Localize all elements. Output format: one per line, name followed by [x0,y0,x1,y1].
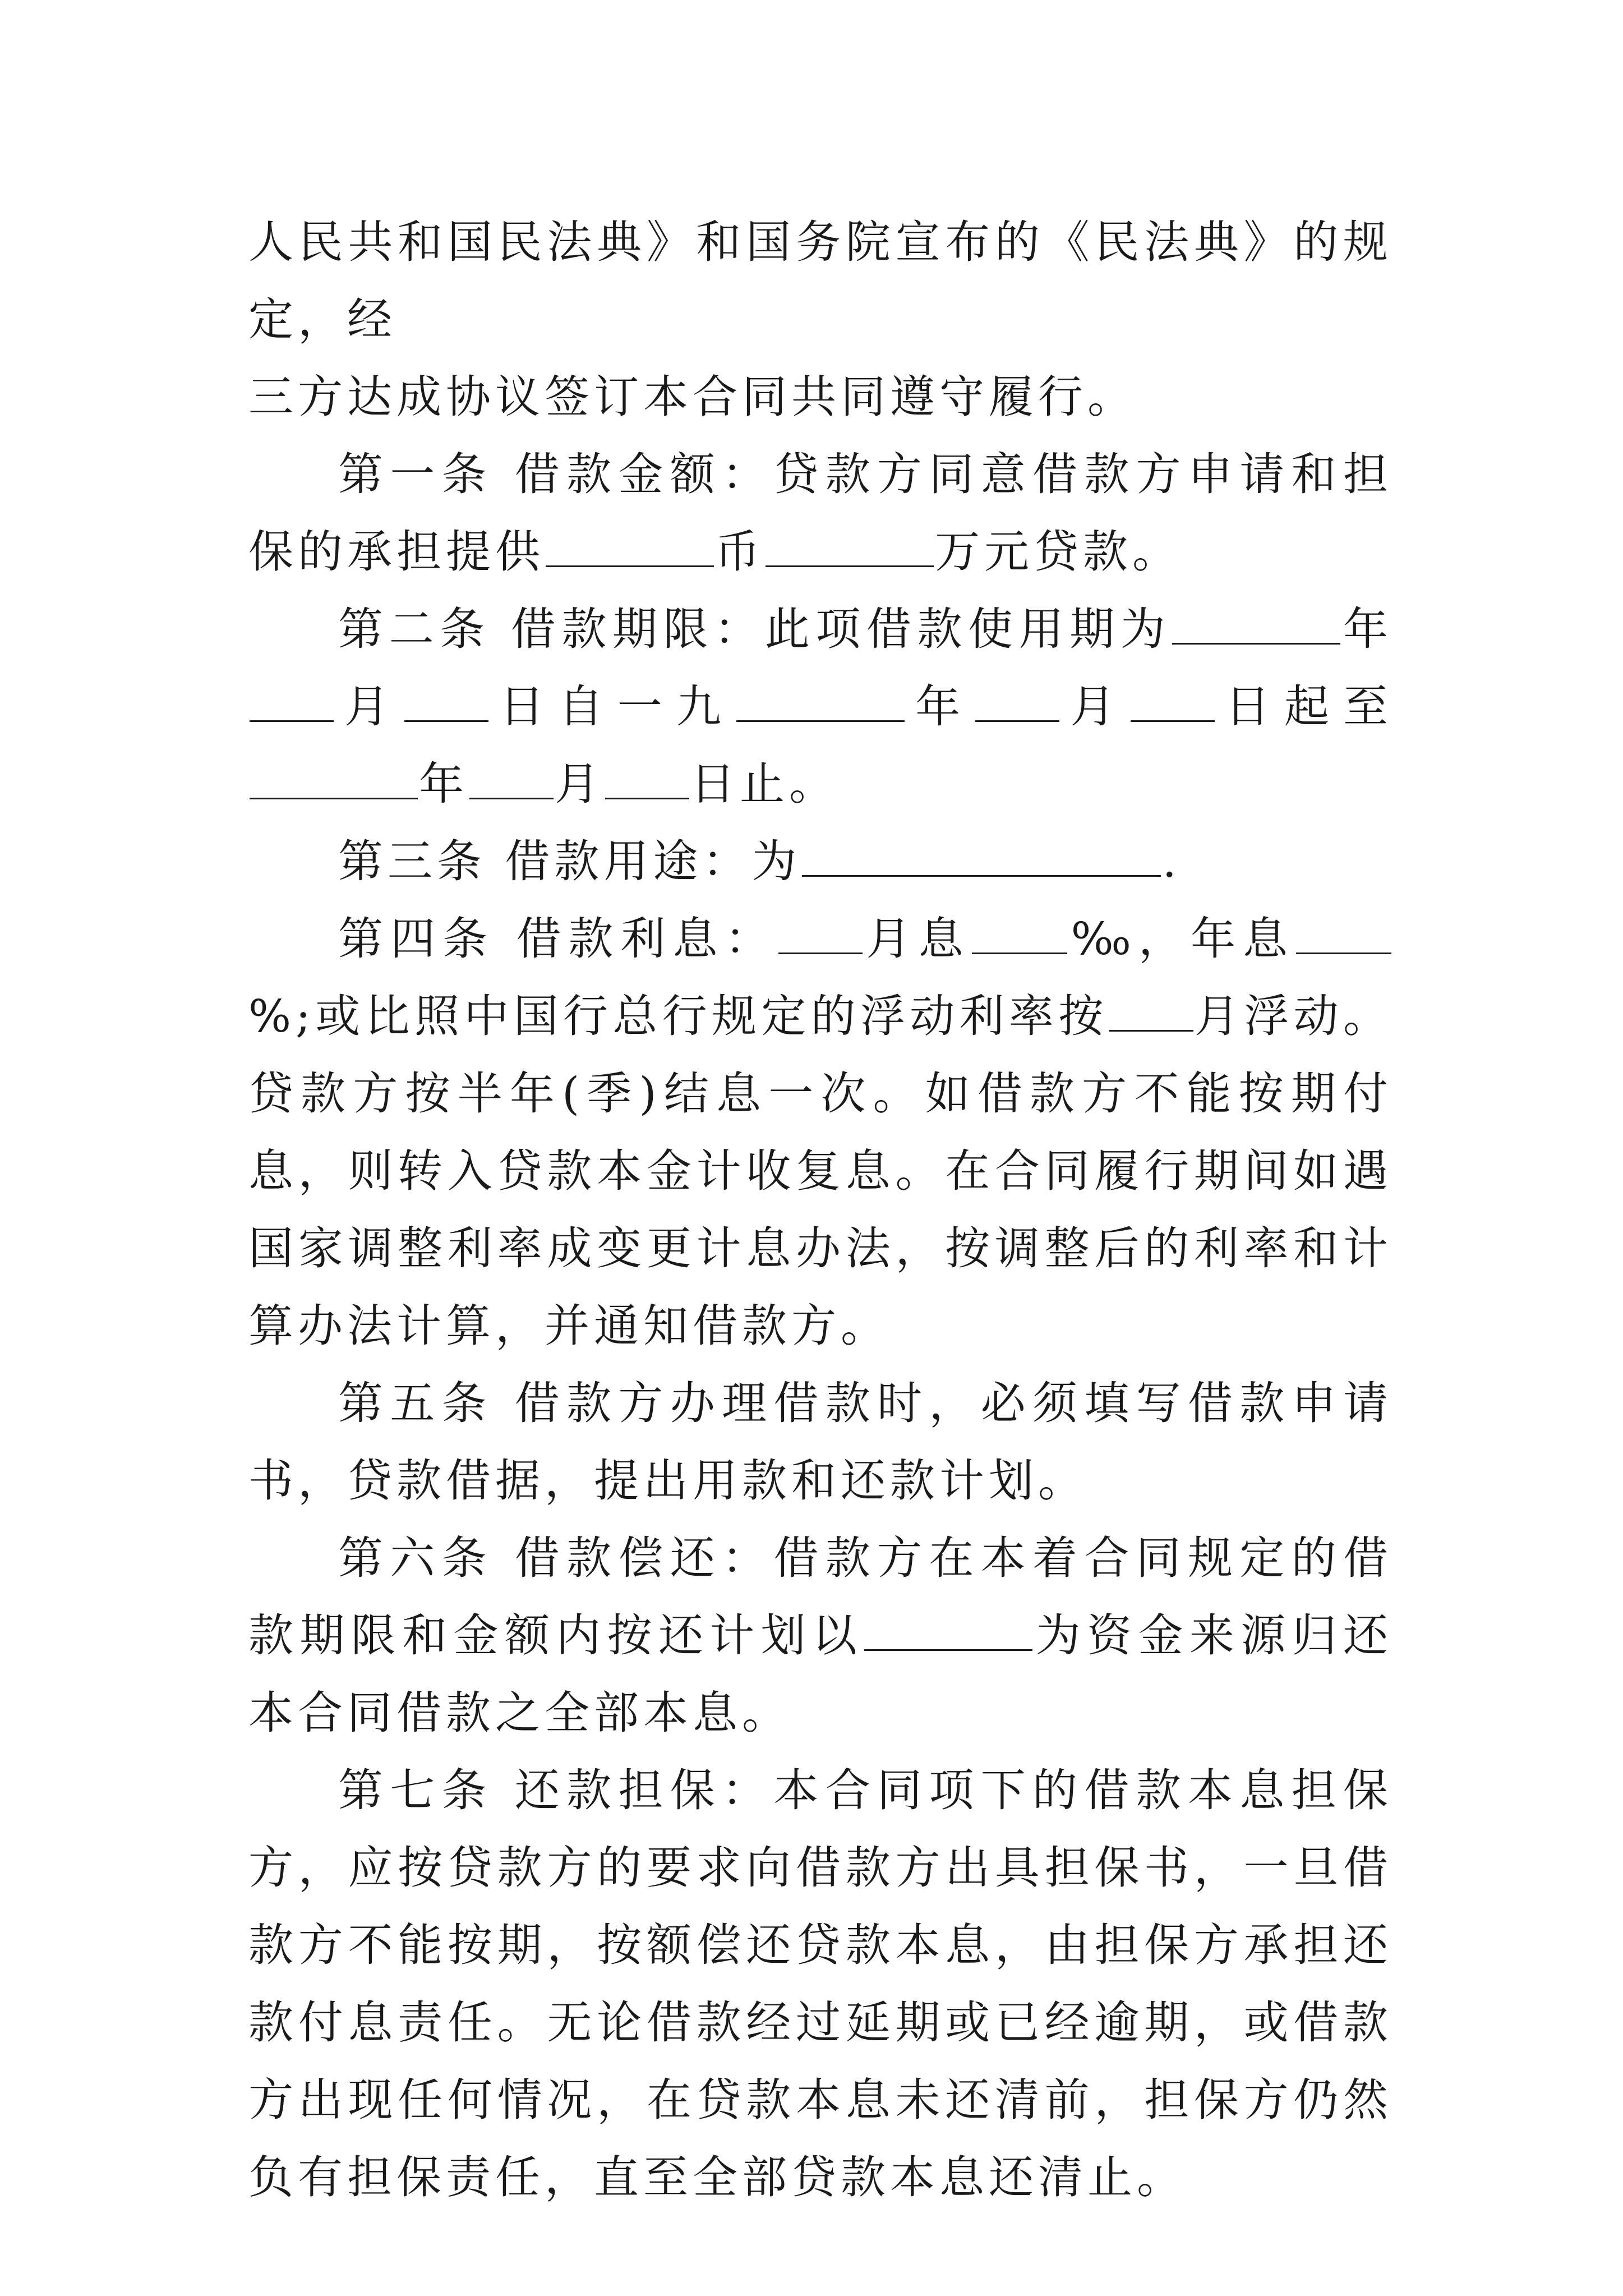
start-year-blank[interactable] [736,679,905,722]
currency-blank[interactable] [546,524,714,567]
term-years-blank[interactable] [1172,601,1340,645]
purpose-blank[interactable] [802,834,1161,877]
article-3 [248,823,1393,900]
article-6-rest: 为资金来源归还本合同借款之全部本息。 [248,1609,1393,1739]
float-months-blank[interactable] [1109,988,1193,1032]
intro-paragraph [248,204,1393,436]
article-4-rest: 月浮动。贷款方按半年(季)结息一次。如借款方不能按期付息，则转入贷款本金计收复息。在合同履行期间如遇国家调整利率成变更计息办法，按调整后的利率和计算办法计算，并通知借款方。 [248,990,1393,1352]
monthly-interest-label: 月息 [863,913,971,965]
article-2-year-label: 年 [1341,603,1393,655]
intro-line-1: 人民共和国民法典》和国务院宣布的《民法典》的规定，经 [248,216,1393,346]
intro-line-2: 三方达成协议签订本合同共同遵守履行。 [248,371,1137,423]
article-3-period: . [1162,835,1181,887]
article-2-text: 第二条 借款期限：此项借款使用期为 [338,603,1172,655]
floating-rate-text: %;或比照中国行总行规定的浮动利率按 [248,990,1108,1042]
article-1 [248,436,1393,591]
article-5: 第五条 借款方办理借款时，必须填写借款申请书，贷款借据，提出用款和还款计划。 [248,1377,1393,1507]
end-month-blank[interactable] [469,756,554,799]
article-2 [248,591,1393,823]
end-year-blank[interactable] [250,756,418,799]
amount-blank[interactable] [766,524,934,567]
article-2-end-day-label: 日止。 [690,758,838,810]
term-months-blank[interactable] [250,679,334,722]
article-2-end-year-label: 年 [419,758,468,810]
end-day-blank[interactable] [605,756,689,799]
term-days-blank[interactable] [404,679,488,722]
article-4 [248,900,1393,1365]
monthly-rate-blank[interactable] [972,911,1067,954]
article-7: 第七条 还款担保：本合同项下的借款本息担保方，应按贷款方的要求向借款方出具担保书，一旦借款方不能按期，按额偿还贷款本息，由担保方承担还款付息责任。无论借款经过延期或已经逾期，或借款方出现任何情况，在贷款本息未还清前，担保方仍然负有担保责任，直至全部贷款本息还清止。 [248,1764,1393,2203]
interest-period-blank[interactable] [778,911,863,954]
article-2-from-label: 日自一九 [490,680,736,733]
article-3-text: 第三条 借款用途：为 [338,835,801,887]
annual-interest-label: ‰，年息 [1068,913,1295,965]
article-1-currency-label: 币 [715,526,764,578]
article-2-start-month-label: 月 [1061,680,1129,733]
article-2-month-label: 月 [335,680,404,733]
article-6-text: 第六条 借款偿还：借款方在本着合同规定的借款期限和金额内按还计划以 [248,1532,1393,1662]
fund-source-blank[interactable] [864,1608,1032,1651]
article-4-text: 第四条 借款利息： [338,913,777,965]
article-2-end-month-label: 月 [555,758,604,810]
contract-body [248,204,1393,2216]
start-month-blank[interactable] [975,679,1059,722]
start-day-blank[interactable] [1131,679,1215,722]
article-1-amount-label: 万元贷款。 [935,526,1182,578]
article-2-start-year-label: 年 [906,680,975,733]
article-1-text: 第一条 借款金额：贷款方同意借款方申请和担保的承担提供 [248,448,1393,578]
article-6 [248,1520,1393,1752]
article-2-until-label: 日起至 [1215,680,1393,733]
annual-rate-blank[interactable] [1296,911,1391,954]
